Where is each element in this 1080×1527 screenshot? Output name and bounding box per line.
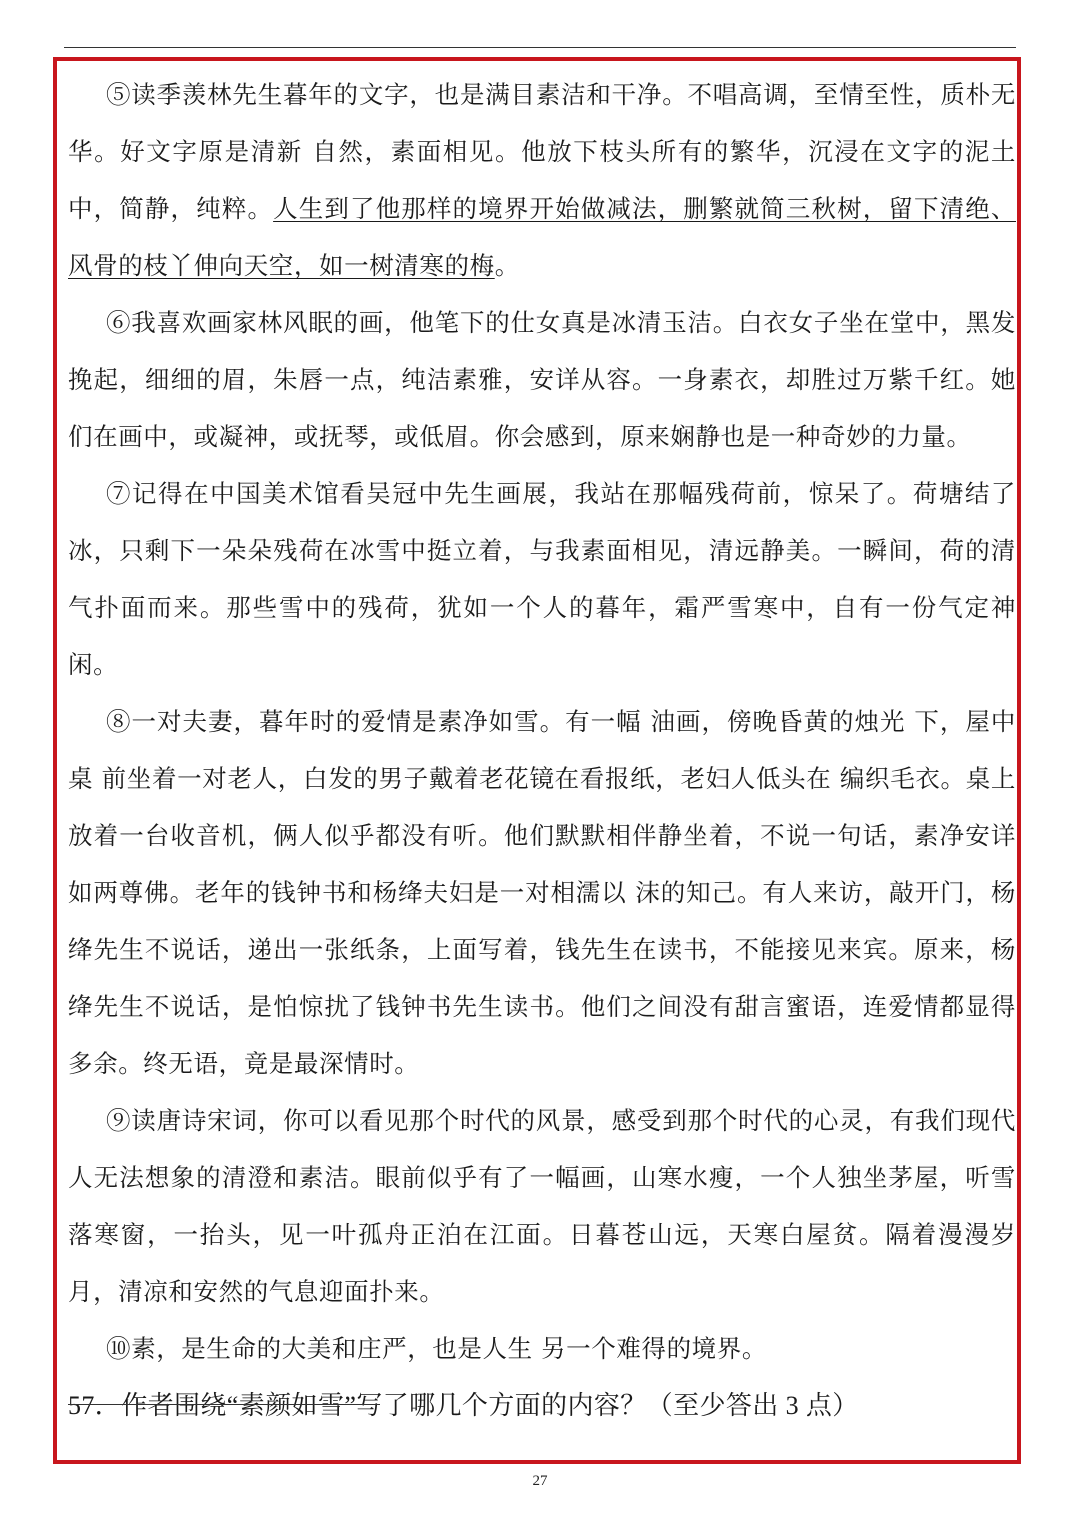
question-57: 57．作者围绕“素颜如雪”写了哪几个方面的内容？（至少答出 3 点） bbox=[68, 1391, 859, 1420]
answer-blank-line[interactable] bbox=[68, 1404, 380, 1405]
paragraph-6: ⑥我喜欢画家林风眠的画，他笔下的仕女真是冰清玉洁。白衣女子坐在堂中，黑发挽起，细细的眉，朱唇一点，纯洁素雅，安详从容。一身素衣，却胜过万紫千红。她们在画中，或凝神，或抚琴，或低眉。你会感到，原来娴静也是一种奇妙的力量。 bbox=[68, 308, 1016, 451]
paragraph-9: ⑨读唐诗宋词，你可以看见那个时代的风景，感受到那个时代的心灵，有我们现代人无法想象的清澄和素洁。眼前似乎有了一幅画，山寒水瘦，一个人独坐茅屋，听雪落寒窗，一抬头，见一叶孤舟正泊在江面。日暮苍山远，天寒白屋贫。隔着漫漫岁月，清凉和安然的气息迎面扑来。 bbox=[68, 1106, 1016, 1306]
paragraph-5 bbox=[68, 66, 1016, 294]
paragraph-5-text: ⑤读季羡林先生暮年的文字，也是满目素洁和干净。不唱高调，至情至性，质朴无华。好文字原是清新 自然，素面相见。他放下枝头所有的繁华，沉浸在文字的泥土中，简静，纯粹。 bbox=[68, 80, 1016, 223]
document-body bbox=[68, 66, 1016, 1434]
paragraph-10: ⑩素，是生命的大美和庄严，也是人生 另一个难得的境界。 bbox=[106, 1334, 767, 1363]
page-number: 27 bbox=[532, 1473, 548, 1489]
header-rule bbox=[64, 47, 1016, 48]
paragraph-7: ⑦记得在中国美术馆看吴冠中先生画展，我站在那幅残荷前，惊呆了。荷塘结了冰，只剩下一朵朵残荷在冰雪中挺立着，与我素面相见，清远静美。一瞬间，荷的清气扑面而来。那些雪中的残荷，犹如一个人的暮年，霜严雪寒中，自有一份气定神闲。 bbox=[68, 479, 1016, 679]
paragraph-5-tail: 。 bbox=[494, 251, 520, 280]
underlined-sentence: 人生到了他那样的境界开始做减法，删繁就简三秋树，留下清绝、风骨的枝丫伸向天空，如一树清寒的梅 bbox=[68, 194, 1016, 280]
paragraph-8: ⑧一对夫妻，暮年时的爱情是素净如雪。有一幅 油画，傍晚昏黄的烛光 下，屋中桌 前坐着一对老人，白发的男子戴着老花镜在看报纸，老妇人低头在 编织毛衣。桌上放着一台收音机，俩人似乎都没有听。他们默默相伴静坐着，不说一句话，素净安详如两尊佛。老年的钱钟书和杨绛夫妇是一对相濡以 沫的知己。有人来访，敲开门，杨绛先生不说话，递出一张纸条，上面写着，钱先生在读书，不能接见来宾。原来，杨绛先生不说话，是怕惊扰了钱钟书先生读书。他们之间没有甜言蜜语，连爱情都显得多余。终无语，竟是最深情时。 bbox=[68, 707, 1016, 1078]
